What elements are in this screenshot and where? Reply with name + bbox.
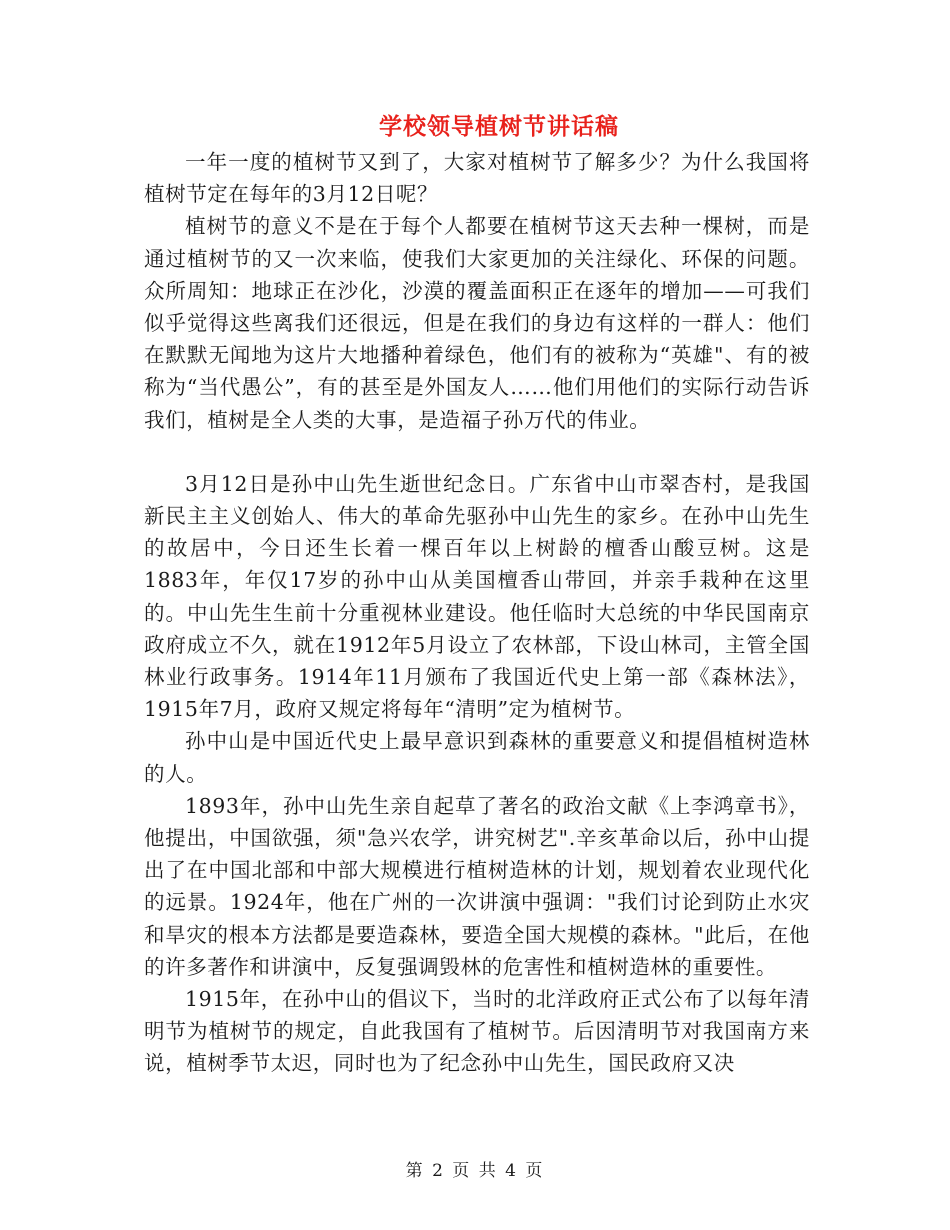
- page-number: 第 2 页 共 4 页: [405, 1161, 545, 1181]
- paragraph-intro: 一年一度的植树节又到了，大家对植树节了解多少？为什么我国将植树节定在每年的3月12日呢？: [144, 150, 810, 207]
- document-body: [144, 146, 810, 1080]
- paragraph-1915: 1915年，在孙中山的倡议下，当时的北洋政府正式公布了以每年清明节为植树节的规定，自此我国有了植树节。后因清明节对我国南方来说，植树季节太迟，同时也为了纪念孙中山先生，国民政府又决: [144, 987, 810, 1076]
- paragraph-forestation-pioneer: 孙中山是中国近代史上最早意识到森林的重要意义和提倡植树造林的人。: [144, 729, 810, 786]
- paragraph-1893: 1893年，孙中山先生亲自起草了著名的政治文献《上李鸿章书》，他提出，中国欲强，须"急兴农学，讲究树艺".辛亥革命以后，孙中山提出了在中国北部和中部大规模进行植树造林的计划，规划着农业现代化的远景。1924年，他在广州的一次讲演中强调："我们讨论到防止水灾和旱灾的根本方法都是要造森林，要造全国大规模的森林。"此后，在他的许多著作和讲演中，反复强调毁林的危害性和植树造林的重要性。: [144, 793, 810, 979]
- paragraph-meaning: 植树节的意义不是在于每个人都要在植树节这天去种一棵树，而是通过植树节的又一次来临，使我们大家更加的关注绿化、环保的问题。众所周知：地球正在沙化，沙漠的覆盖面积正在逐年的增加——可我们似乎觉得这些离我们还很远，但是在我们的身边有这样的一群人：他们在默默无闻地为这片大地播种着绿色，他们有的被称为“英雄"、有的被称为“当代愚公”，有的甚至是外国友人……他们用他们的实际行动告诉我们，植树是全人类的大事，是造福子孙万代的伟业。: [144, 214, 810, 432]
- document-title: 学校领导植树节讲话稿: [379, 114, 619, 140]
- paragraph-sun-yat-sen-memorial: 3月12日是孙中山先生逝世纪念日。广东省中山市翠杏村，是我国新民主主义创始人、伟大的革命先驱孙中山先生的家乡。在孙中山先生的故居中，今日还生长着一棵百年以上树龄的檀香山酸豆树。这是1883年，年仅17岁的孙中山从美国檀香山带回，并亲手栽种在这里的。中山先生生前十分重视林业建设。他任临时大总统的中华民国南京政府成立不久，就在1912年5月设立了农林部，下设山林司，主管全国林业行政事务。1914年11月颁布了我国近代史上第一部《森林法》，1915年7月，政府又规定将每年“清明”定为植树节。: [144, 471, 810, 722]
